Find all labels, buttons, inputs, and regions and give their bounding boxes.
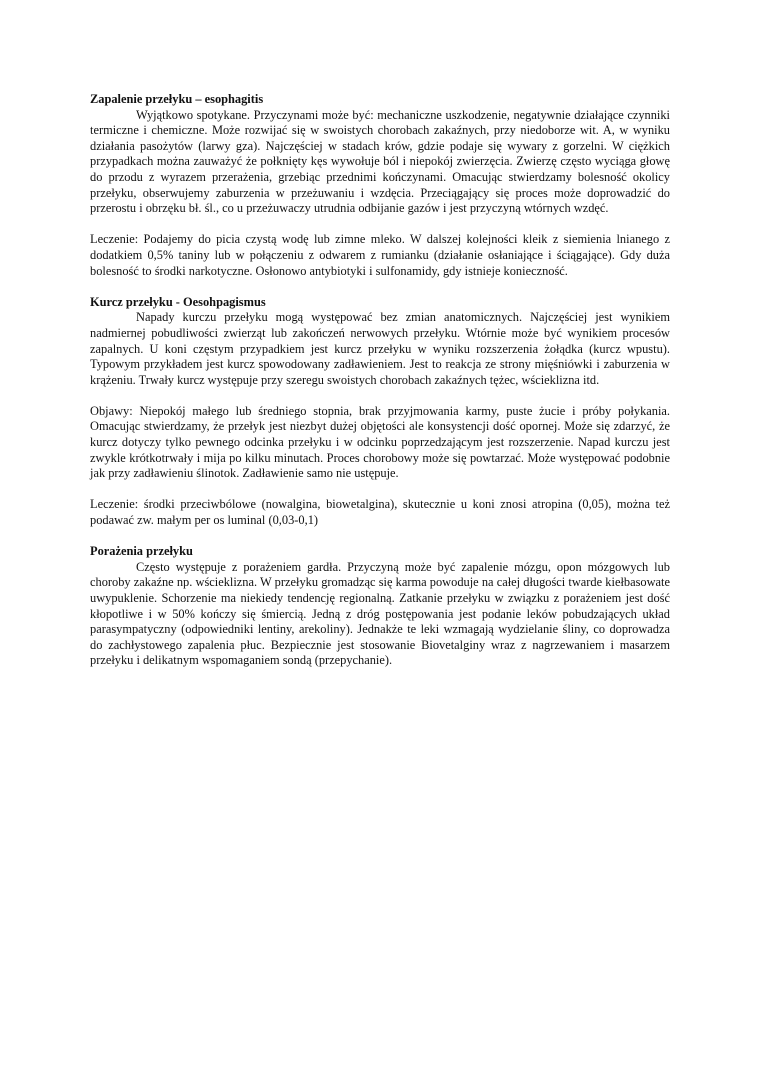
paragraph-description: Napady kurczu przełyku mogą występować bez zmian anatomicznych. Najczęściej jest wynikiem nadmiernej pobudliwości zwierząt lub zakończeń nerwowych przełyku. Wtórnie może być wynikiem procesów zapalnych. U koni częstym przypadkiem jest kurcz przełyku w wyniku rozszerzenia żołądka (kurcz wpustu). Typowym przykładem jest kurcz spowodowany zadławieniem. Jest to reakcja ze strony mięśniówki i zaburzenia w krążeniu. Trwały kurcz występuje przy szeregu swoistych chorobach zakaźnych tężec, wścieklizna itd. (90, 310, 670, 387)
document-page (90, 92, 670, 669)
paragraph-description: Wyjątkowo spotykane. Przyczynami może być: mechaniczne uszkodzenie, negatywnie działające czynniki termiczne i chemiczne. Może rozwijać się w swoistych chorobach zakaźnych, przy niedoborze wit. A, w wyniku działania pasożytów (larwy gza). Najczęściej w stadach krów, gdzie podaje się wywary z gorzelni. W ciężkich przypadkach można zauważyć że połknięty kęs wywołuje ból i niepokój zwierzęcia. Zwierzę często wyciąga głowę do przodu z wyrazem przerażenia, grzebiąc przednimi kończynami. Omacując stwierdzamy bolesność okolicy przełyku, obserwujemy zaburzenia w przeżuwaniu i wzdęcia. Przeciągający się proces może doprowadzić do przerostu i obrzęku bł. śl., co u przeżuwaczy utrudnia odbijanie gazów i jest przyczyną wtórnych wzdęć. (90, 107, 670, 216)
section-title: Kurcz przełyku - Oesohpagismus (90, 294, 266, 309)
section-title: Zapalenie przełyku – esophagitis (90, 92, 264, 106)
section-esophageal-paralysis (90, 544, 670, 669)
paragraph-symptoms: Objawy: Niepokój małego lub średniego stopnia, brak przyjmowania karmy, puste żucie i próby połykania. Omacując stwierdzamy, że przełyk jest niezbyt dużej objętości ale konsystencji dość opornej. Może się zdarzyć, że kurcz dotyczy tylko pewnego odcinka przełyku i w odcinku poprzedzającym jest rozszerzenie. Napad kurczu jest zwykle krótkotrwały i mija po kilku minutach. Proces chorobowy może się powtarzać. Może występować podobnie jak przy zadławieniu ślinotok. Zadławienie samo nie ustępuje. (90, 403, 670, 481)
paragraph-description: Często występuje z porażeniem gardła. Przyczyną może być zapalenie mózgu, opon mózgowych lub choroby zakaźne np. wścieklizna. W przełyku gromadząc się karma powoduje na całej długości twarde kiełbasowate uwypuklenie. Schorzenie ma niekiedy tendencję regionalną. Zatkanie przełyku w związku z porażeniem jest dość kłopotliwe i w 50% kończy się śmiercią. Jedną z dróg postępowania jest podanie leków pobudzających układ parasympatyczny (odpowiedniki lentiny, arekoliny). Jednakże te leki wzmagają wydzielanie śliny, co doprowadza do zachłystowego zapalenia płuc. Bezpiecznie jest stosowanie Biovetalginy wraz z nagrzewaniem i masarzem przełyku i delikatnym wspomaganiem sondą (przepychanie). (90, 559, 670, 668)
paragraph-treatment: Leczenie: środki przeciwbólowe (nowalgina, biowetalgina), skutecznie u koni znosi atropina (0,05), można też podawać zw. małym per os luminal (0,03-0,1) (90, 497, 670, 528)
section-title: Porażenia przełyku (90, 544, 193, 559)
paragraph-treatment: Leczenie: Podajemy do picia czystą wodę lub zimne mleko. W dalszej kolejności kleik z siemienia lnianego z dodatkiem 0,5% taniny lub w połączeniu z odwarem z rumianku (działanie osłaniające i ściągające). Gdy duża bolesność to środki narkotyczne. Osłonowo antybiotyki i sulfonamidy, gdy istnieje konieczność. (90, 232, 670, 278)
section-esophageal-spasm (90, 295, 670, 529)
section-esophagitis (90, 92, 670, 279)
